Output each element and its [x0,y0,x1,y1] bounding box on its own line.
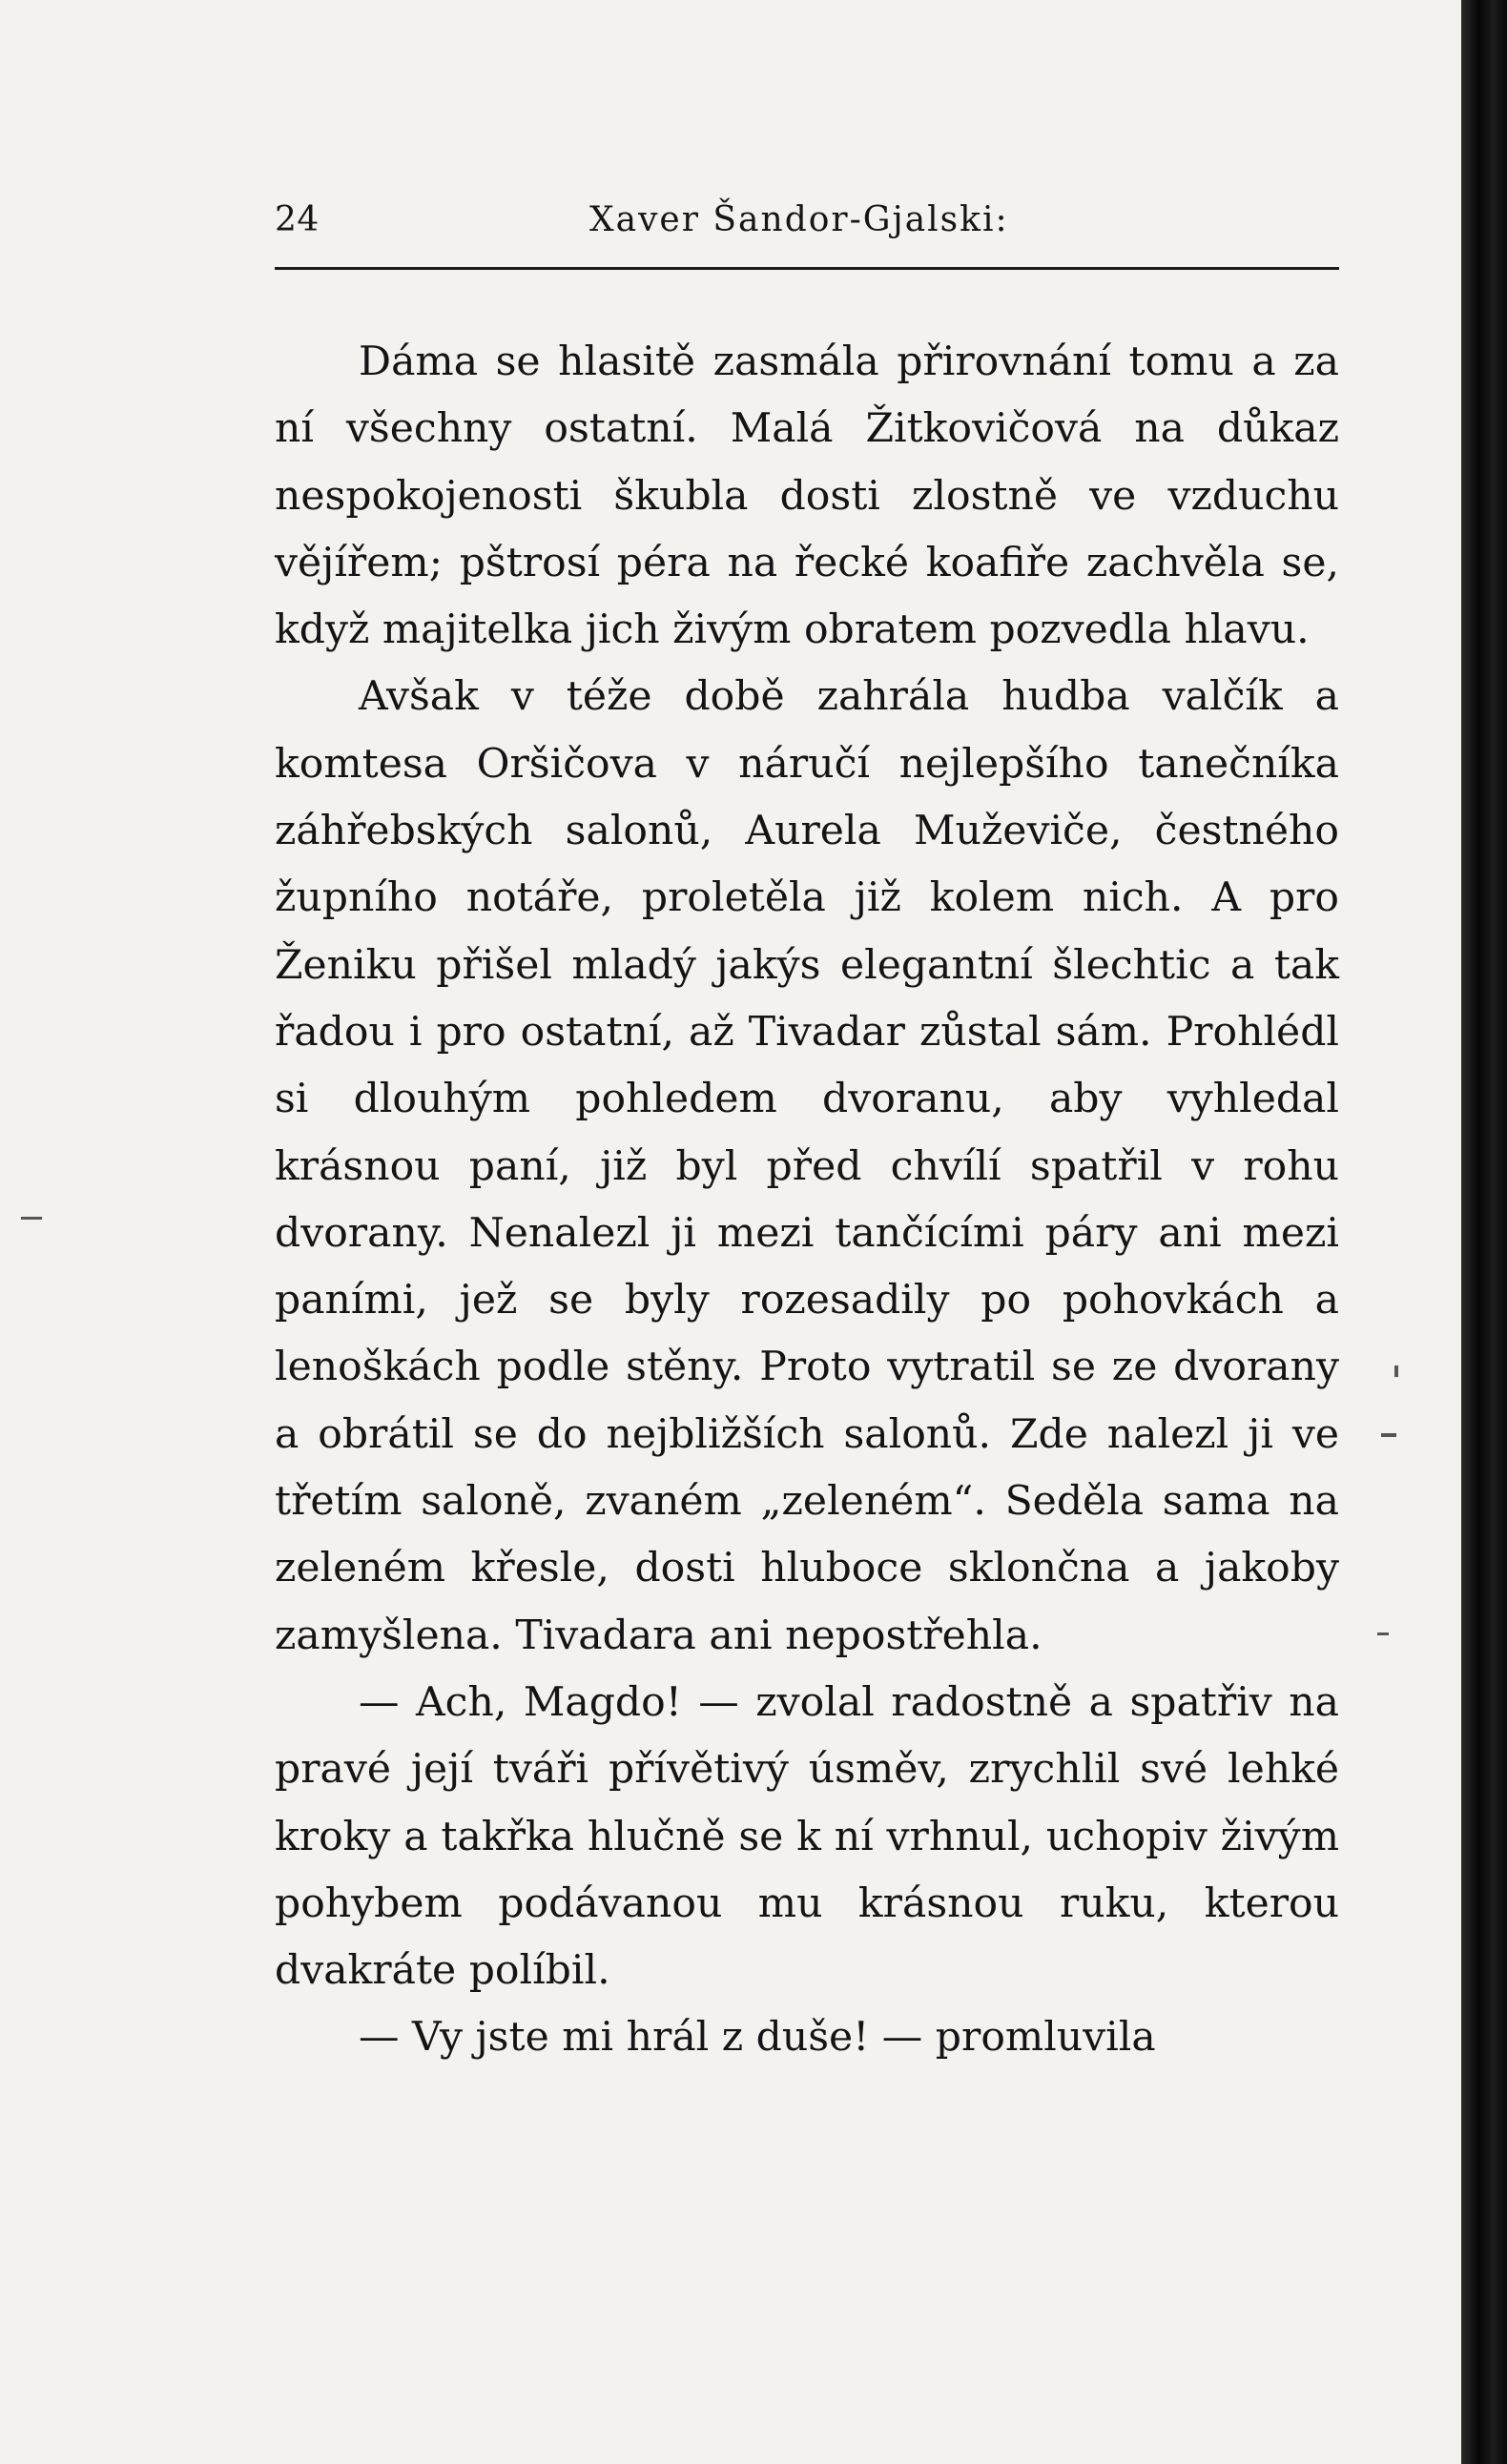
paragraph: Dáma se hlasitě zasmála přirovnání tomu a za ní všechny ostatní. Malá Žitkovičová na důkaz nespokojenosti škubla dosti zlostně ve vzduchu vějířem; pštrosí péra na řecké koafiře zachvěla se, když majitelka jich živým obratem pozvedla hlavu. [275,339,1339,654]
header-rule [275,267,1339,270]
scan-speck [1381,1433,1396,1437]
scan-speck [1394,1365,1398,1377]
page-number: 24 [275,200,320,239]
running-title: Xaver Šandor-Gjalski: [589,200,1009,239]
running-head [275,200,1339,248]
body-text [275,329,1339,2072]
paragraph: — Vy jste mi hrál z duše! — promluvila [359,2014,1156,2062]
paragraph: Avšak v téže době zahrála hudba valčík a komtesa Oršičova v náručí nejlepšího tanečníka záhřebských salonů, Aurela Muževiče, čestného župního notáře, proletěla již kolem nich. A pro Ženiku přišel mladý jakýs elegantní šlechtic a tak řadou i pro ostatní, až Tivadar zůstal sám. Prohlédl si dlouhým pohledem dvoranu, aby vyhledal krásnou paní, již byl před chvílí spatřil v rohu dvorany. Nenalezl ji mezi tančícími páry ani mezi paními, jež se byly rozesadily po pohovkách a lenoškách podle stěny. Proto vytratil se ze dvorany a obrátil se do nejbližších salonů. Zde nalezl ji ve třetím saloně, zvaném „zeleném“. Seděla sama na zeleném křesle, dosti hluboce sklončna a jakoby zamyšlena. Tivadara ani nepostřehla. [275,673,1339,1659]
book-spine-edge [1461,0,1507,2464]
scan-speck [21,1217,42,1220]
scan-speck [1377,1632,1389,1635]
paragraph: — Ach, Magdo! — zvolal radostně a spatřiv na pravé její tváři přívětivý úsměv, zrychlil své lehké kroky a takřka hlučně se k ní vrhnul, uchopiv živým pohybem podávanou mu krásnou ruku, kterou dvakráte políbil. [275,1678,1339,1995]
